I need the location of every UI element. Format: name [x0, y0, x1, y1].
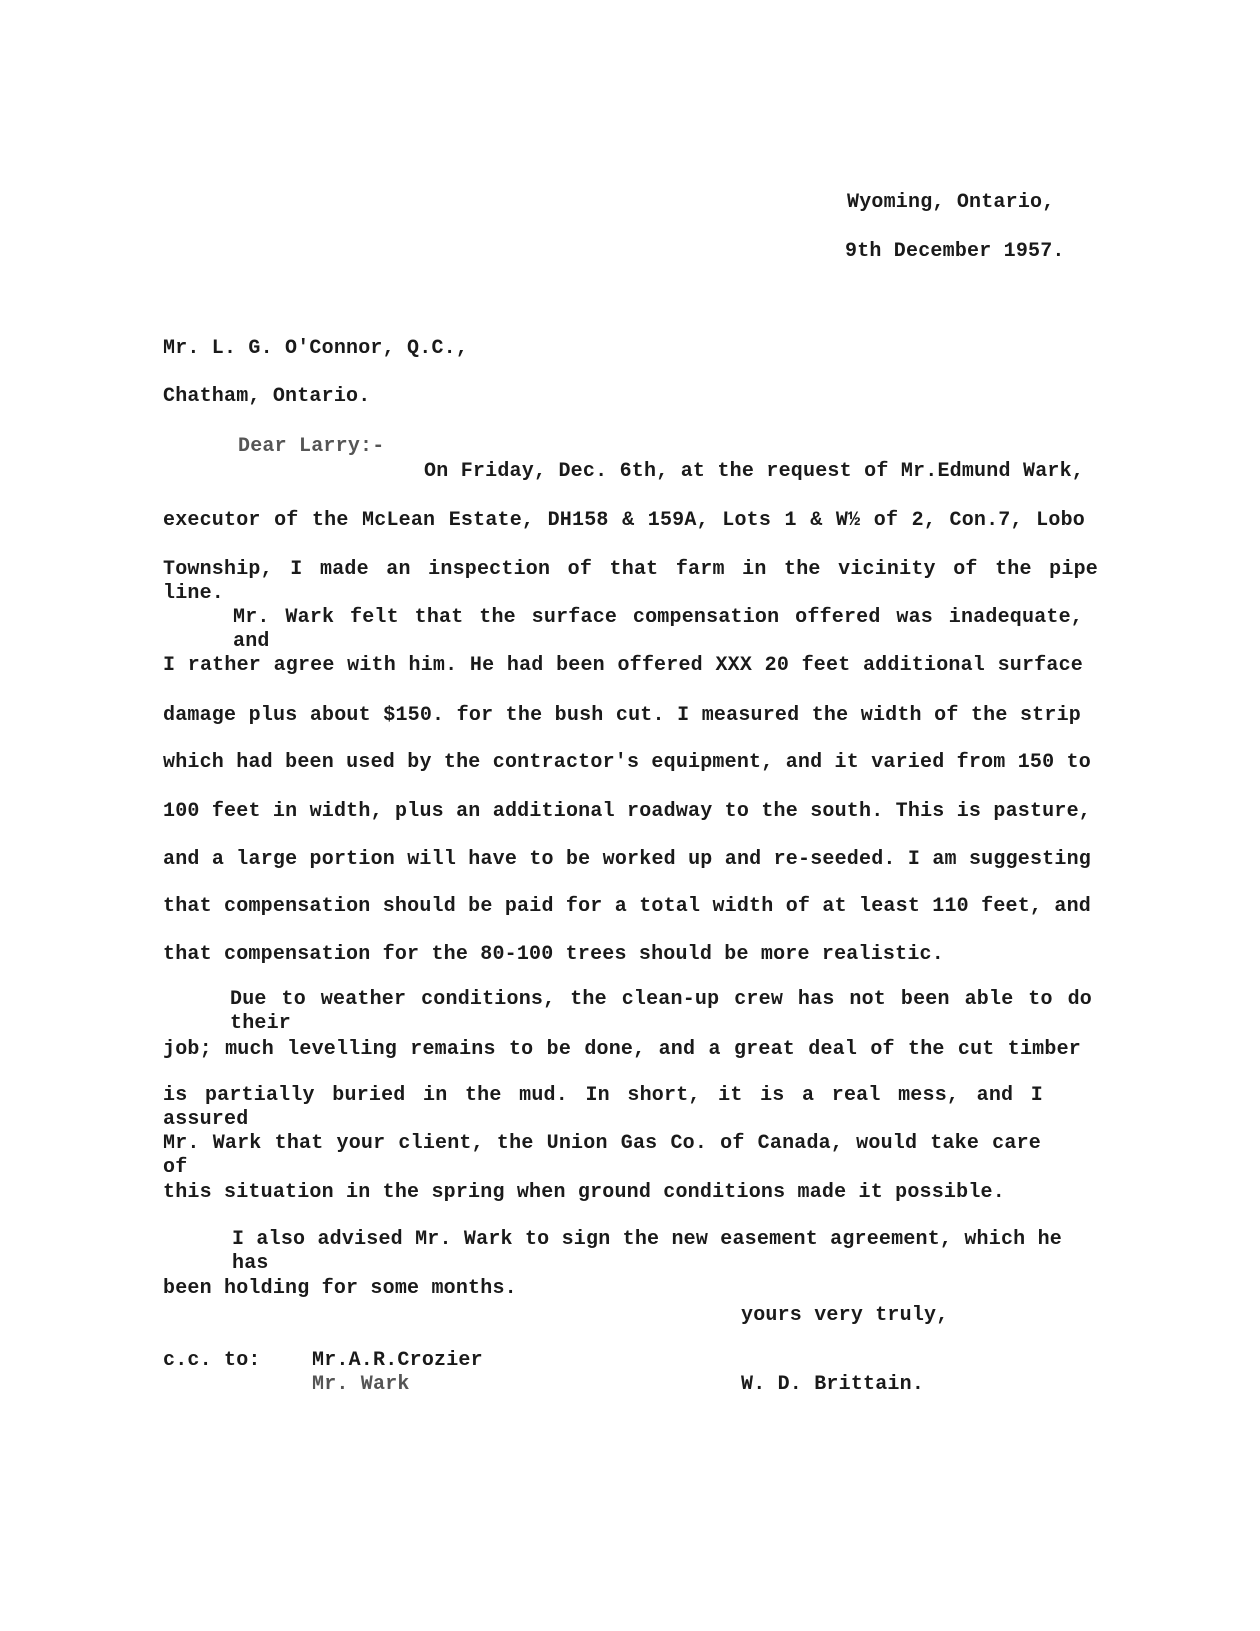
- body-line: I rather agree with him. He had been offered XXX 20 feet additional surface: [163, 654, 1083, 677]
- body-line: that compensation should be paid for a total width of at least 110 feet, and: [163, 895, 1091, 918]
- body-line: 100 feet in width, plus an additional roadway to the south. This is pasture,: [163, 800, 1091, 823]
- letter-date: 9th December 1957.: [845, 240, 1065, 263]
- body-line: is partially buried in the mud. In short, it is a real mess, and I assured: [163, 1084, 1043, 1131]
- body-line: damage plus about $150. for the bush cut. I measured the width of the strip: [163, 704, 1081, 727]
- body-line: executor of the McLean Estate, DH158 & 159A, Lots 1 & W½ of 2, Con.7, Lobo: [163, 509, 1085, 532]
- cc-name: Mr. Wark: [312, 1373, 410, 1396]
- recipient-name: Mr. L. G. O'Connor, Q.C.,: [163, 337, 469, 360]
- body-line: I also advised Mr. Wark to sign the new easement agreement, which he has: [232, 1228, 1062, 1275]
- body-line: this situation in the spring when ground conditions made it possible.: [163, 1181, 1005, 1204]
- body-line: Due to weather conditions, the clean-up crew has not been able to do their: [230, 988, 1092, 1035]
- cc-name: Mr.A.R.Crozier: [312, 1349, 483, 1372]
- body-line: which had been used by the contractor's equipment, and it varied from 150 to: [163, 751, 1091, 774]
- body-line: Mr. Wark that your client, the Union Gas Co. of Canada, would take care of: [163, 1132, 1041, 1179]
- cc-label: c.c. to:: [163, 1349, 261, 1372]
- body-line: job; much levelling remains to be done, and a great deal of the cut timber: [163, 1038, 1081, 1061]
- signature: W. D. Brittain.: [741, 1373, 925, 1396]
- body-line: Township, I made an inspection of that farm in the vicinity of the pipe line.: [163, 558, 1098, 605]
- sender-place: Wyoming, Ontario,: [847, 191, 1055, 214]
- body-line: been holding for some months.: [163, 1277, 517, 1300]
- body-line: and a large portion will have to be worked up and re-seeded. I am suggesting: [163, 848, 1091, 871]
- salutation: Dear Larry:-: [238, 435, 385, 458]
- body-line: that compensation for the 80-100 trees should be more realistic.: [163, 943, 944, 966]
- body-line: Mr. Wark felt that the surface compensation offered was inadequate, and: [233, 606, 1083, 653]
- closing: yours very truly,: [741, 1304, 949, 1327]
- body-line: On Friday, Dec. 6th, at the request of Mr.Edmund Wark,: [424, 460, 1084, 483]
- recipient-city: Chatham, Ontario.: [163, 385, 371, 408]
